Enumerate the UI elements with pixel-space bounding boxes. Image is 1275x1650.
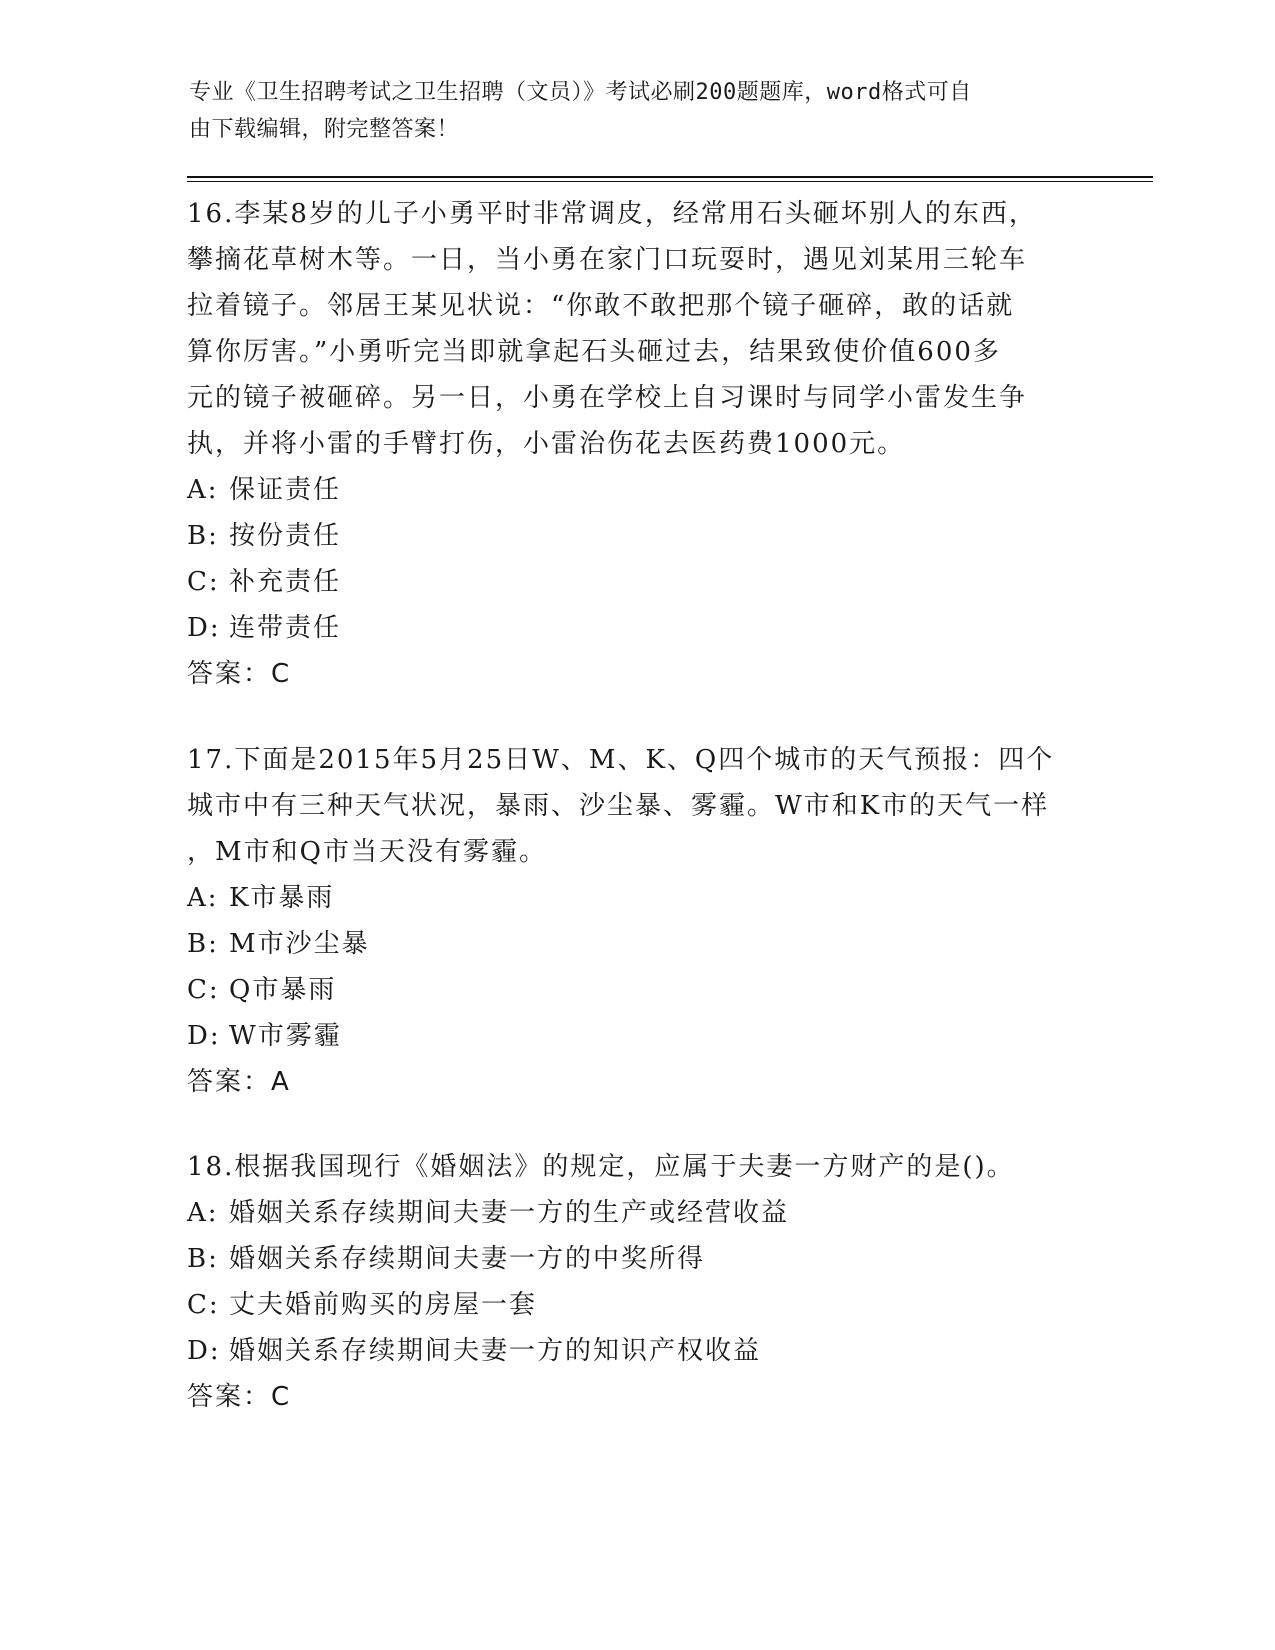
question-16 <box>187 191 1087 697</box>
option-letter: D: <box>187 1021 221 1051</box>
question-stem <box>187 191 1087 467</box>
answer-line: 答案：A <box>187 1067 291 1097</box>
option-d <box>187 1328 1087 1374</box>
option-letter: D: <box>187 613 221 643</box>
option-letter: C: <box>187 1290 220 1320</box>
answer-line: 答案：C <box>187 659 292 689</box>
option-a <box>187 875 1087 921</box>
stem-line: 拉着镜子。邻居王某见状说：“你敢不敢把那个镜子砸碎，敢的话就 <box>187 291 1015 321</box>
question-stem <box>187 1144 1087 1190</box>
stem-line: 执，并将小雷的手臂打伤，小雷治伤花去医药费1000元。 <box>187 429 906 459</box>
option-text: K市暴雨 <box>229 883 335 913</box>
option-a <box>187 467 1087 513</box>
option-text: 连带责任 <box>229 613 342 643</box>
stem-line: 17.下面是2015年5月25日W、M、K、Q四个城市的天气预报：四个 <box>187 745 1055 775</box>
stem-line: 18.根据我国现行《婚姻法》的规定，应属于夫妻一方财产的是()。 <box>187 1152 1015 1182</box>
option-text: M市沙尘暴 <box>229 929 370 959</box>
question-17 <box>187 737 1087 1105</box>
question-18 <box>187 1144 1087 1420</box>
header-line-1: 专业《卫生招聘考试之卫生招聘（文员）》考试必刷200题题库，word格式可自 <box>189 80 972 105</box>
option-text: W市雾霾 <box>229 1021 342 1051</box>
option-letter: A: <box>187 475 219 505</box>
question-stem <box>187 737 1087 875</box>
header-line-2: 由下载编辑，附完整答案！ <box>189 117 460 142</box>
option-text: 按份责任 <box>229 521 342 551</box>
option-text: Q市暴雨 <box>229 975 337 1005</box>
option-letter: A: <box>187 1198 219 1228</box>
option-text: 保证责任 <box>229 475 342 505</box>
stem-line: 算你厉害。”小勇听完当即就拿起石头砸过去，结果致使价值600多 <box>187 337 1001 367</box>
option-letter: A: <box>187 883 219 913</box>
option-text: 丈夫婚前购买的房屋一套 <box>229 1290 538 1320</box>
stem-line: 攀摘花草树木等。一日，当小勇在家门口玩耍时，遇见刘某用三轮车 <box>187 245 1028 275</box>
option-b <box>187 513 1087 559</box>
header-divider-thin <box>187 181 1153 182</box>
document-header <box>189 74 1069 148</box>
option-text: 婚姻关系存续期间夫妻一方的知识产权收益 <box>229 1336 762 1366</box>
option-d <box>187 605 1087 651</box>
option-letter: C: <box>187 975 220 1005</box>
option-letter: C: <box>187 567 220 597</box>
option-text: 婚姻关系存续期间夫妻一方的生产或经营收益 <box>229 1198 790 1228</box>
option-text: 补充责任 <box>229 567 342 597</box>
header-divider-thick <box>187 176 1153 178</box>
option-c <box>187 967 1087 1013</box>
option-letter: B: <box>187 929 219 959</box>
option-b <box>187 921 1087 967</box>
stem-line: 城市中有三种天气状况，暴雨、沙尘暴、雾霾。W市和K市的天气一样 <box>187 791 1050 821</box>
option-c <box>187 1282 1087 1328</box>
option-b <box>187 1236 1087 1282</box>
option-letter: B: <box>187 521 219 551</box>
option-letter: B: <box>187 1244 219 1274</box>
option-letter: D: <box>187 1336 221 1366</box>
answer-line: 答案：C <box>187 1382 292 1412</box>
option-d <box>187 1013 1087 1059</box>
stem-line: 16.李某8岁的儿子小勇平时非常调皮，经常用石头砸坏别人的东西， <box>187 199 1037 229</box>
stem-line: ，M市和Q市当天没有雾霾。 <box>187 837 547 867</box>
option-text: 婚姻关系存续期间夫妻一方的中奖所得 <box>229 1244 706 1274</box>
option-c <box>187 559 1087 605</box>
stem-line: 元的镜子被砸碎。另一日，小勇在学校上自习课时与同学小雷发生争 <box>187 383 1028 413</box>
option-a <box>187 1190 1087 1236</box>
